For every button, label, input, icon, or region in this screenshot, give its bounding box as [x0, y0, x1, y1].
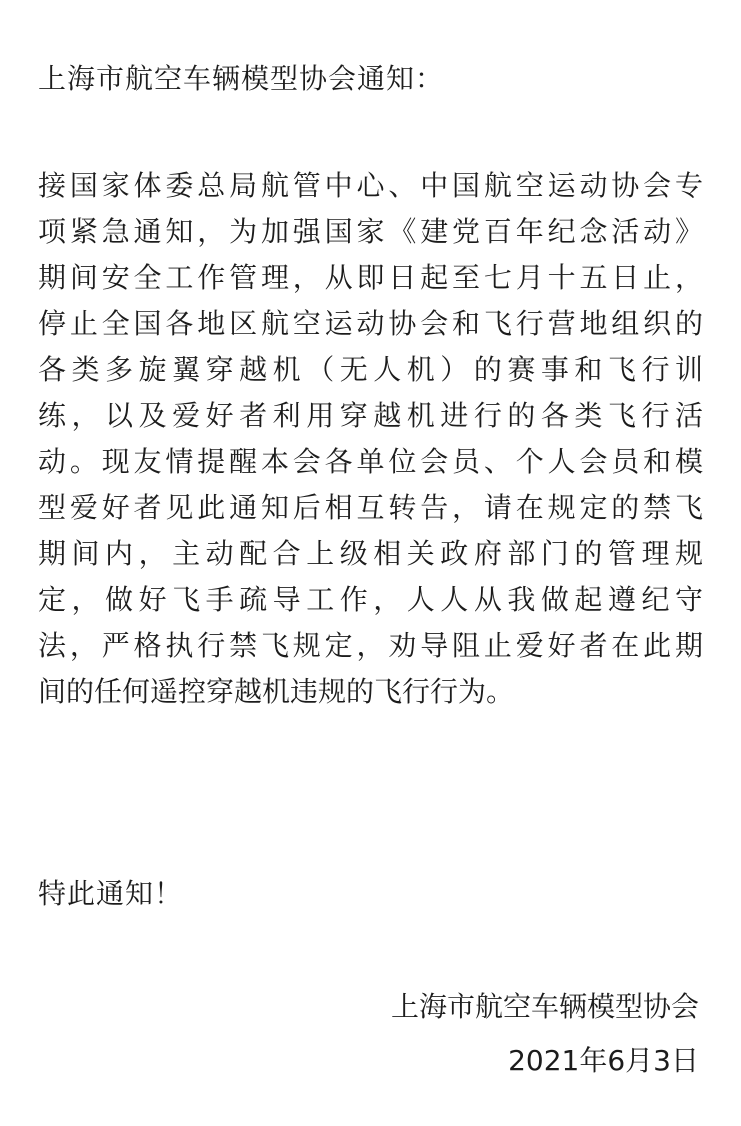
body-line: 动。现友情提醒本会各单位会员、个人会员和模	[38, 445, 703, 478]
body-line: 练，以及爱好者利用穿越机进行的各类飞行活	[38, 399, 703, 432]
body-line: 期间安全工作管理，从即日起至七月十五日止，	[38, 261, 703, 294]
notice-signature	[391, 980, 699, 1088]
body-line: 期间内，主动配合上级相关政府部门的管理规	[38, 537, 703, 570]
signature-date: 2021年6月3日	[508, 1044, 699, 1077]
body-line: 间的任何遥控穿越机违规的飞行行为。	[38, 675, 515, 708]
signature-organization: 上海市航空车辆模型协会	[390, 990, 699, 1023]
body-line: 停止全国各地区航空运动协会和飞行营地组织的	[38, 307, 703, 340]
body-line: 项紧急通知，为加强国家《建党百年纪念活动》	[38, 215, 703, 248]
notice-closing: 特此通知！	[38, 877, 184, 910]
body-line: 接国家体委总局航管中心、中国航空运动协会专	[38, 169, 703, 202]
body-line: 各类多旋翼穿越机（无人机）的赛事和飞行训	[38, 353, 703, 386]
notice-body	[38, 163, 703, 715]
body-line: 法，严格执行禁飞规定，劝导阻止爱好者在此期	[38, 629, 703, 662]
body-line: 型爱好者见此通知后相互转告，请在规定的禁飞	[38, 491, 703, 524]
notice-heading: 上海市航空车辆模型协会通知：	[38, 62, 445, 95]
body-line: 定，做好飞手疏导工作，人人从我做起遵纪守	[38, 583, 703, 616]
